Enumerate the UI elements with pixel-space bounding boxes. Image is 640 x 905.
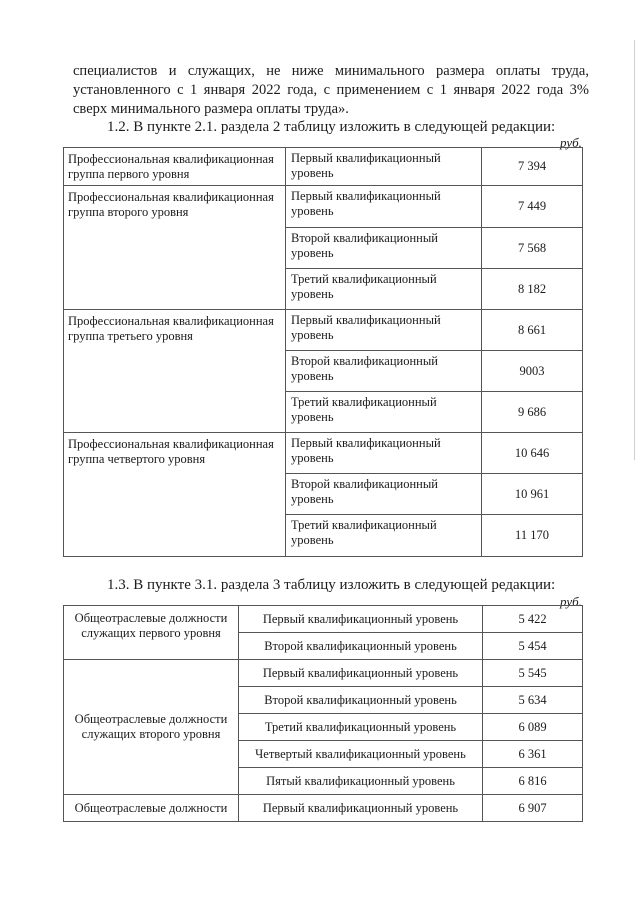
table-row: [64, 660, 583, 687]
table-row: [64, 310, 583, 351]
level-cell: Четвертый квалификационный уровень: [239, 741, 483, 768]
table-row: [64, 433, 583, 474]
level-cell: Первый квалификационный уровень: [286, 148, 482, 186]
salary-cell: 7 394: [482, 148, 583, 186]
qualification-table-section-2: [63, 147, 583, 557]
level-cell: Третий квалификационный уровень: [286, 269, 482, 310]
salary-cell: 5 422: [483, 606, 583, 633]
section-1-2-unit: руб.: [560, 135, 582, 150]
level-cell: Первый квалификационный уровень: [239, 606, 483, 633]
intro-line-1: специалистов и служащих, не ниже минимального размера оплаты труда,: [73, 63, 589, 79]
level-cell: Второй квалификационный уровень: [286, 474, 482, 515]
table-row: [64, 148, 583, 186]
level-cell: Первый квалификационный уровень: [239, 795, 483, 822]
salary-cell: 5 454: [483, 633, 583, 660]
group-cell: Общеотраслевые должности служащих первого уровня: [64, 606, 239, 660]
group-cell: Профессиональная квалификационная группа третьего уровня: [64, 310, 286, 433]
salary-cell: 10 961: [482, 474, 583, 515]
level-cell: Третий квалификационный уровень: [286, 515, 482, 557]
level-cell: Второй квалификационный уровень: [239, 687, 483, 714]
level-cell: Второй квалификационный уровень: [286, 351, 482, 392]
group-cell: Профессиональная квалификационная группа второго уровня: [64, 186, 286, 310]
level-cell: Пятый квалификационный уровень: [239, 768, 483, 795]
intro-line-3: сверх минимального размера оплаты труда».: [73, 101, 349, 117]
salary-cell: 9003: [482, 351, 583, 392]
salary-cell: 6 816: [483, 768, 583, 795]
salary-cell: 8 661: [482, 310, 583, 351]
salary-cell: 8 182: [482, 269, 583, 310]
level-cell: Первый квалификационный уровень: [286, 310, 482, 351]
salary-cell: 11 170: [482, 515, 583, 557]
salary-cell: 7 568: [482, 228, 583, 269]
salary-cell: 6 361: [483, 741, 583, 768]
salary-cell: 7 449: [482, 186, 583, 228]
salary-cell: 9 686: [482, 392, 583, 433]
level-cell: Первый квалификационный уровень: [286, 433, 482, 474]
group-cell: Профессиональная квалификационная группа первого уровня: [64, 148, 286, 186]
salary-cell: 6 089: [483, 714, 583, 741]
salary-cell: 10 646: [482, 433, 583, 474]
section-1-3-heading: 1.3. В пункте 3.1. раздела 3 таблицу изложить в следующей редакции:: [107, 577, 556, 593]
salary-cell: 5 545: [483, 660, 583, 687]
table-row: [64, 186, 583, 228]
table-row: [64, 795, 583, 822]
qualification-table-section-3: [63, 605, 583, 822]
level-cell: Третий квалификационный уровень: [286, 392, 482, 433]
level-cell: Первый квалификационный уровень: [239, 660, 483, 687]
level-cell: Второй квалификационный уровень: [239, 633, 483, 660]
group-cell: Профессиональная квалификационная группа четвертого уровня: [64, 433, 286, 557]
section-1-2-heading: 1.2. В пункте 2.1. раздела 2 таблицу изложить в следующей редакции:: [107, 119, 556, 135]
level-cell: Второй квалификационный уровень: [286, 228, 482, 269]
table-row: [64, 606, 583, 633]
group-cell: Общеотраслевые должности: [64, 795, 239, 822]
group-cell: Общеотраслевые должности служащих второго уровня: [64, 660, 239, 795]
scan-edge-divider: [634, 40, 635, 460]
intro-paragraph: [73, 62, 589, 119]
level-cell: Третий квалификационный уровень: [239, 714, 483, 741]
section-1-3-unit: руб.: [560, 594, 582, 609]
salary-cell: 5 634: [483, 687, 583, 714]
level-cell: Первый квалификационный уровень: [286, 186, 482, 228]
intro-line-2: установленного с 1 января 2022 года, с применением с 1 января 2022 года 3%: [73, 82, 589, 98]
salary-cell: 6 907: [483, 795, 583, 822]
